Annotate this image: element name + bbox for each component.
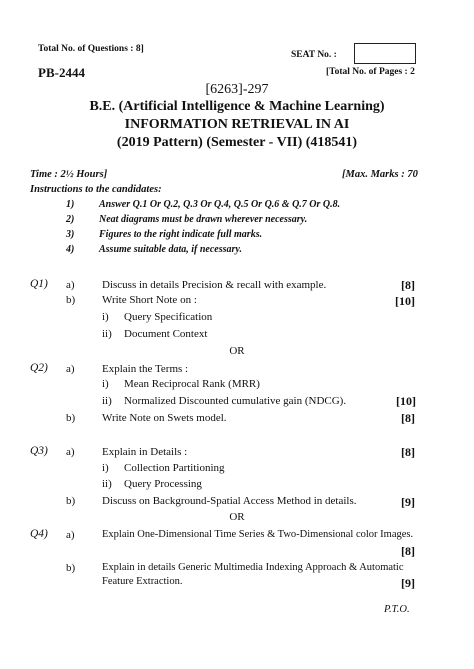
q3-b-letter: b) (66, 495, 76, 507)
q2-a-sub-text: Mean Reciprocal Rank (MRR) (124, 378, 260, 390)
exam-time: Time : 2½ Hours] (30, 169, 108, 180)
instructions-title: Instructions to the candidates: (30, 184, 162, 195)
q4-a-text: Explain One-Dimensional Time Series & Two-Dimensional color Images. (102, 529, 414, 540)
q4-b-letter: b) (66, 562, 76, 574)
q2-label: Q2) (30, 362, 48, 374)
q2-a-text: Explain the Terms : (102, 363, 189, 375)
total-pages: [Total No. of Pages : 2 (326, 67, 415, 77)
q2-a-marks: [10] (396, 394, 416, 408)
q1-a-text: Discuss in details Precision & recall with example. (102, 279, 327, 291)
pattern-title: (2019 Pattern) (Semester - VII) (418541) (116, 135, 358, 150)
q3-a-marks: [8] (401, 445, 415, 459)
q2-a-letter: a) (66, 363, 75, 375)
instruction-text: Figures to the right indicate full marks. (99, 229, 263, 240)
q2-a-sub-num: i) (102, 378, 109, 390)
q2-b-marks: [8] (401, 411, 415, 425)
instruction-num: 1) (66, 199, 75, 210)
q3-label: Q3) (30, 445, 48, 457)
q4-a-marks: [8] (401, 544, 415, 558)
or-separator: OR (229, 345, 245, 357)
q2-b-letter: b) (66, 412, 76, 424)
instruction-text: Assume suitable data, if necessary. (99, 244, 242, 255)
q4-label: Q4) (30, 528, 48, 540)
q3-a-sub-text: Query Processing (124, 478, 202, 490)
exam-code: [6263]-297 (205, 82, 269, 97)
q1-b-text: Write Short Note on : (102, 294, 197, 306)
max-marks: [Max. Marks : 70 (342, 169, 418, 180)
q4-b-text-line2: Feature Extraction. (102, 576, 183, 587)
q1-a-marks: [8] (401, 278, 415, 292)
instruction-num: 2) (66, 214, 75, 225)
q2-b-text: Write Note on Swets model. (102, 412, 227, 424)
paper-code: PB-2444 (38, 65, 85, 80)
q3-a-sub-text: Collection Partitioning (124, 462, 225, 474)
q3-a-sub-num: i) (102, 462, 109, 474)
degree-title: B.E. (Artificial Intelligence & Machine Learning) (89, 99, 385, 114)
instruction-num: 4) (66, 244, 75, 255)
seat-no-label: SEAT No. : (291, 50, 337, 60)
q4-b-text-line1: Explain in details Generic Multimedia Indexing Approach & Automatic (102, 562, 404, 573)
or-separator: OR (229, 511, 245, 523)
q1-b-sub-num: i) (102, 311, 109, 323)
q3-a-letter: a) (66, 446, 75, 458)
pto-label: P.T.O. (384, 604, 410, 615)
q2-a-sub-text: Normalized Discounted cumulative gain (NDCG). (124, 395, 347, 407)
q2-a-sub-num: ii) (102, 395, 112, 407)
q1-a-letter: a) (66, 279, 75, 291)
q1-b-sub-text: Query Specification (124, 311, 213, 323)
q1-b-sub-num: ii) (102, 328, 112, 340)
instruction-text: Neat diagrams must be drawn wherever necessary. (99, 214, 308, 225)
q1-b-sub-text: Document Context (124, 328, 208, 340)
q3-a-text: Explain in Details : (102, 446, 188, 458)
seat-no-box (354, 43, 416, 64)
subject-title: INFORMATION RETRIEVAL IN AI (124, 117, 350, 132)
total-questions: Total No. of Questions : 8] (38, 44, 144, 54)
q4-b-marks: [9] (401, 576, 415, 590)
q1-b-marks: [10] (395, 294, 415, 308)
q1-label: Q1) (30, 278, 48, 290)
q3-b-marks: [9] (401, 495, 415, 509)
q3-a-sub-num: ii) (102, 478, 112, 490)
q3-b-text: Discuss on Background-Spatial Access Method in details. (102, 495, 357, 507)
q4-a-letter: a) (66, 529, 75, 541)
instruction-text: Answer Q.1 Or Q.2, Q.3 Or Q.4, Q.5 Or Q.6 & Q.7 Or Q.8. (99, 199, 341, 210)
q1-b-letter: b) (66, 294, 76, 306)
instruction-num: 3) (66, 229, 75, 240)
